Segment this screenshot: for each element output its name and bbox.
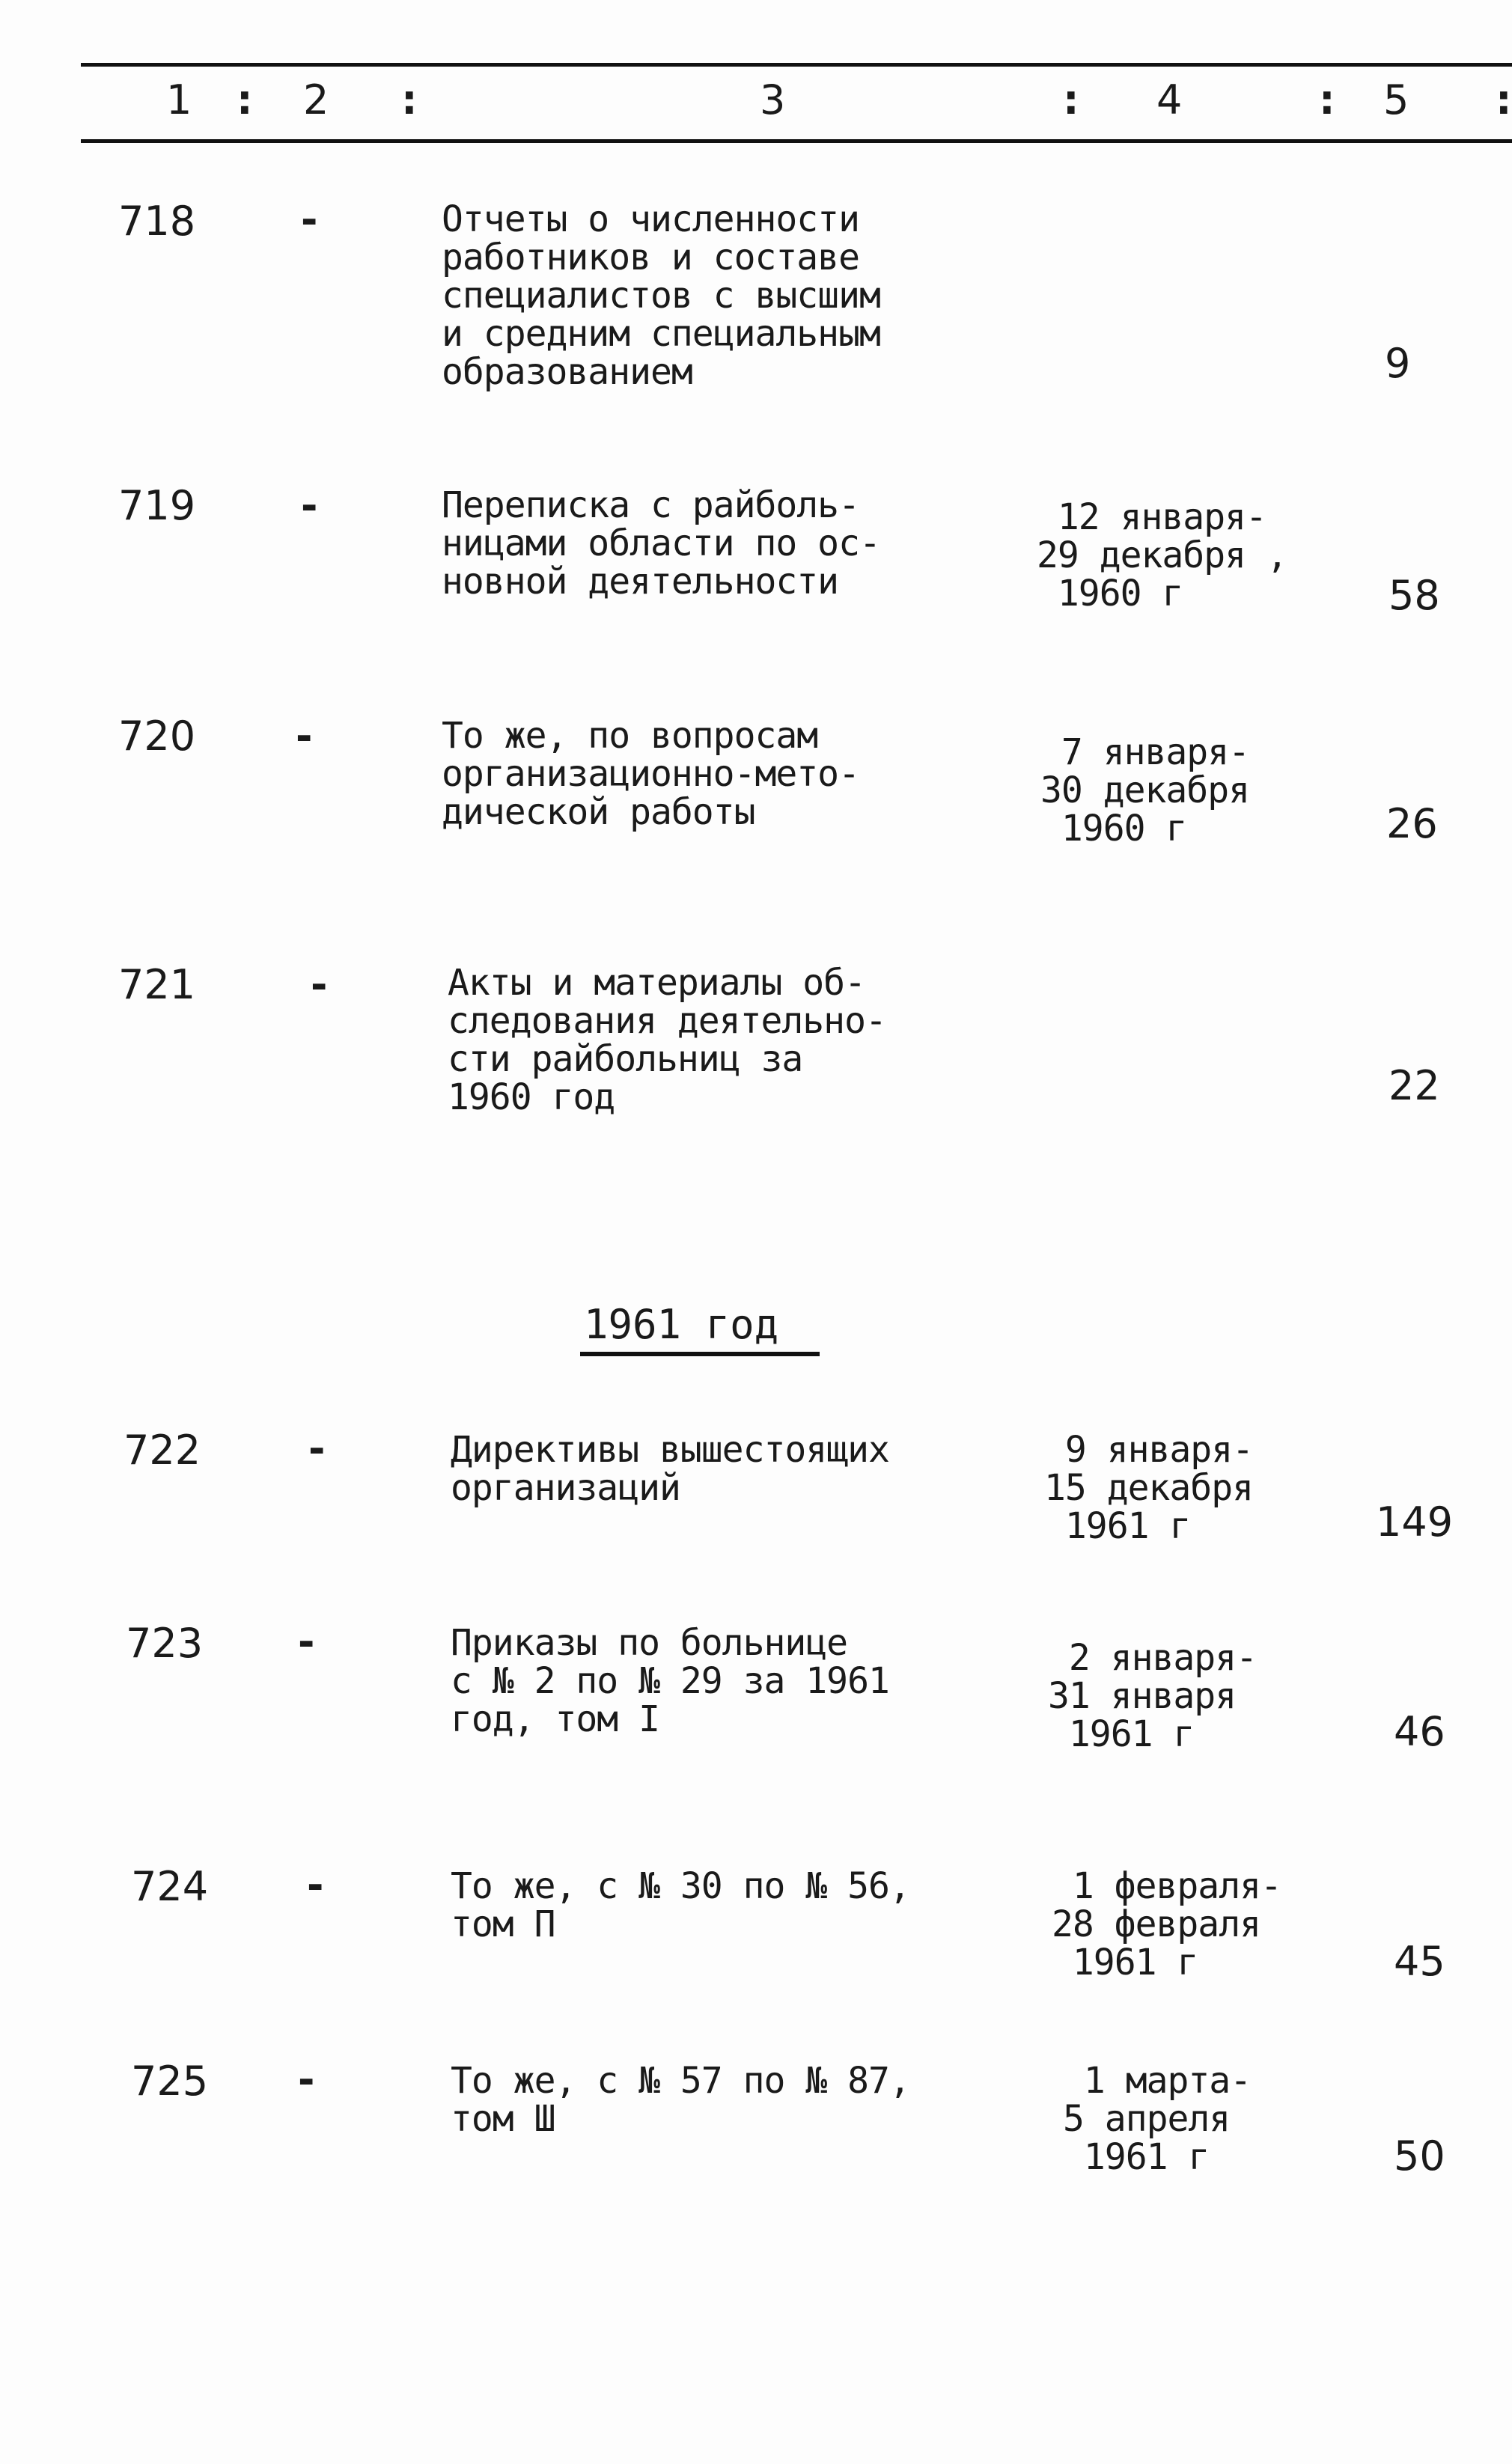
column-header-2: 2 xyxy=(303,76,329,123)
column-header-4: 4 xyxy=(1156,76,1183,123)
row-number: 724 xyxy=(131,1863,209,1910)
row-description: Акты и материалы об- следования деятельно- сти райбольниц за 1960 год xyxy=(448,962,886,1118)
row-number: 722 xyxy=(124,1427,201,1474)
row-mark: - xyxy=(298,1618,315,1665)
row-description: То же, с № 30 по № 56, том П xyxy=(451,1865,910,1945)
row-description: То же, с № 57 по № 87, том Ш xyxy=(451,2060,910,2140)
row-dates: 7 января- 30 декабря 1960 г xyxy=(1040,731,1249,850)
column-separator: : xyxy=(237,76,253,123)
row-count: 149 xyxy=(1376,1498,1454,1546)
column-header-3: 3 xyxy=(760,76,786,123)
row-mark: - xyxy=(301,482,318,529)
table-top-rule xyxy=(81,63,1512,67)
row-count: 46 xyxy=(1394,1708,1445,1755)
row-description: То же, по вопросам организационно-мето- дической работы xyxy=(442,715,859,833)
row-number: 719 xyxy=(118,482,196,529)
row-count: 45 xyxy=(1394,1938,1445,1985)
row-dates: 9 января- 15 декабря 1961 г xyxy=(1044,1429,1253,1547)
column-separator: : xyxy=(1496,76,1512,123)
row-dates: 2 января- 31 января 1961 г xyxy=(1048,1637,1257,1755)
row-number: 723 xyxy=(126,1620,204,1667)
row-count: 22 xyxy=(1388,1062,1440,1109)
year-heading-underline xyxy=(580,1352,820,1356)
row-mark: - xyxy=(311,961,328,1008)
table-header-rule xyxy=(81,139,1512,143)
row-mark: - xyxy=(296,713,313,760)
year-heading: 1961 год xyxy=(584,1301,779,1348)
row-description: Отчеты о численности работников и составе специалистов с высшим и средним специальным образованием xyxy=(442,198,880,393)
row-number: 718 xyxy=(118,198,196,245)
row-count: 26 xyxy=(1386,800,1438,847)
row-mark: - xyxy=(308,1425,326,1472)
row-mark: - xyxy=(307,1861,324,1909)
row-dates: 12 января- 29 декабря , 1960 г xyxy=(1037,496,1287,615)
column-header-1: 1 xyxy=(166,76,192,123)
row-count: 58 xyxy=(1388,572,1440,619)
row-dates: 1 марта- 5 апреля 1961 г xyxy=(1063,2060,1252,2178)
row-count: 50 xyxy=(1394,2132,1445,2180)
row-dates: 1 февраля- 28 февраля 1961 г xyxy=(1052,1865,1281,1983)
row-number: 720 xyxy=(118,713,196,760)
row-mark: - xyxy=(298,2056,315,2103)
row-mark: - xyxy=(301,196,318,243)
column-separator: : xyxy=(1319,76,1335,123)
row-description: Директивы вышестоящих организаций xyxy=(451,1429,889,1509)
row-description: Приказы по больнице с № 2 по № 29 за 1961 год, том I xyxy=(451,1622,889,1740)
row-number: 721 xyxy=(118,961,196,1008)
column-header-5: 5 xyxy=(1383,76,1409,123)
row-count: 9 xyxy=(1385,340,1411,387)
column-separator: : xyxy=(1063,76,1079,123)
row-number: 725 xyxy=(131,2058,209,2105)
column-separator: : xyxy=(401,76,418,123)
row-description: Переписка с райболь- ницами области по ос- новной деятельности xyxy=(442,484,880,603)
